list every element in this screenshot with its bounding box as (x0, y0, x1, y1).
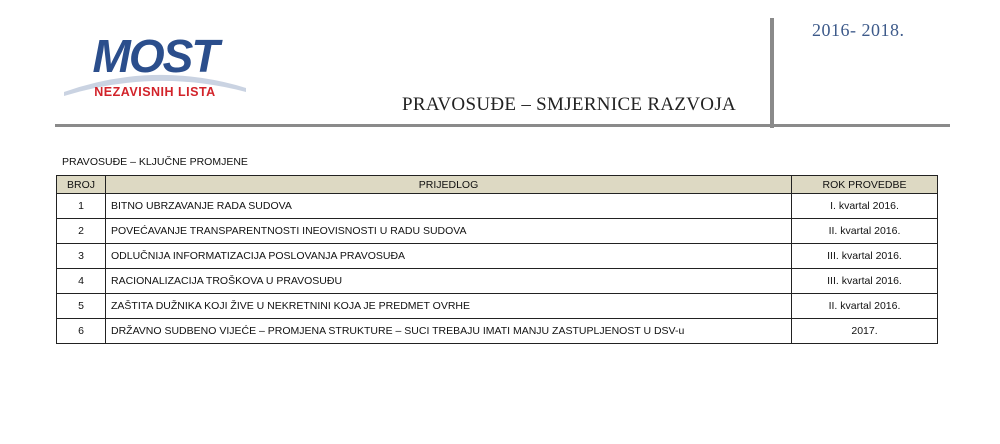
table-row (57, 319, 938, 344)
header-broj: BROJ (57, 176, 106, 194)
header-prijedlog: PRIJEDLOG (106, 176, 792, 194)
table-row (57, 194, 938, 219)
cell-broj: 4 (57, 269, 106, 294)
cell-broj: 3 (57, 244, 106, 269)
table-row (57, 269, 938, 294)
most-logo-graphic (60, 30, 250, 102)
table-row (57, 294, 938, 319)
header-rok-provedbe: ROK PROVEDBE (792, 176, 938, 194)
cell-rok: III. kvartal 2016. (792, 269, 938, 294)
header-vertical-rule (770, 18, 774, 128)
table-row (57, 219, 938, 244)
most-logo (60, 30, 250, 102)
cell-rok: I. kvartal 2016. (792, 194, 938, 219)
cell-broj: 5 (57, 294, 106, 319)
cell-prijedlog: ODLUČNIJA INFORMATIZACIJA POSLOVANJA PRAVOSUĐA (106, 244, 792, 269)
cell-broj: 2 (57, 219, 106, 244)
header-horizontal-rule (55, 124, 950, 127)
document-years: 2016- 2018. (812, 20, 905, 40)
cell-broj: 6 (57, 319, 106, 344)
key-changes-table (56, 175, 938, 344)
cell-rok: II. kvartal 2016. (792, 294, 938, 319)
logo-subtext: NEZAVISNIH LISTA (94, 85, 216, 99)
table-header-row (57, 176, 938, 194)
cell-prijedlog: ZAŠTITA DUŽNIKA KOJI ŽIVE U NEKRETNINI KOJA JE PREDMET OVRHE (106, 294, 792, 319)
cell-rok: II. kvartal 2016. (792, 219, 938, 244)
cell-prijedlog: DRŽAVNO SUDBENO VIJEĆE – PROMJENA STRUKTURE – SUCI TREBAJU IMATI MANJU ZASTUPLJENOST U DSV-u (106, 319, 792, 344)
table-row (57, 244, 938, 269)
cell-broj: 1 (57, 194, 106, 219)
document-title: PRAVOSUĐE – SMJERNICE RAZVOJA (402, 94, 737, 115)
cell-prijedlog: BITNO UBRZAVANJE RADA SUDOVA (106, 194, 792, 219)
cell-prijedlog: RACIONALIZACIJA TROŠKOVA U PRAVOSUĐU (106, 269, 792, 294)
logo-wordmark: MOST (92, 30, 218, 82)
cell-prijedlog: POVEĆAVANJE TRANSPARENTNOSTI INEOVISNOSTI U RADU SUDOVA (106, 219, 792, 244)
section-caption: PRAVOSUĐE – KLJUČNE PROMJENE (62, 156, 248, 168)
cell-rok: III. kvartal 2016. (792, 244, 938, 269)
cell-rok: 2017. (792, 319, 938, 344)
